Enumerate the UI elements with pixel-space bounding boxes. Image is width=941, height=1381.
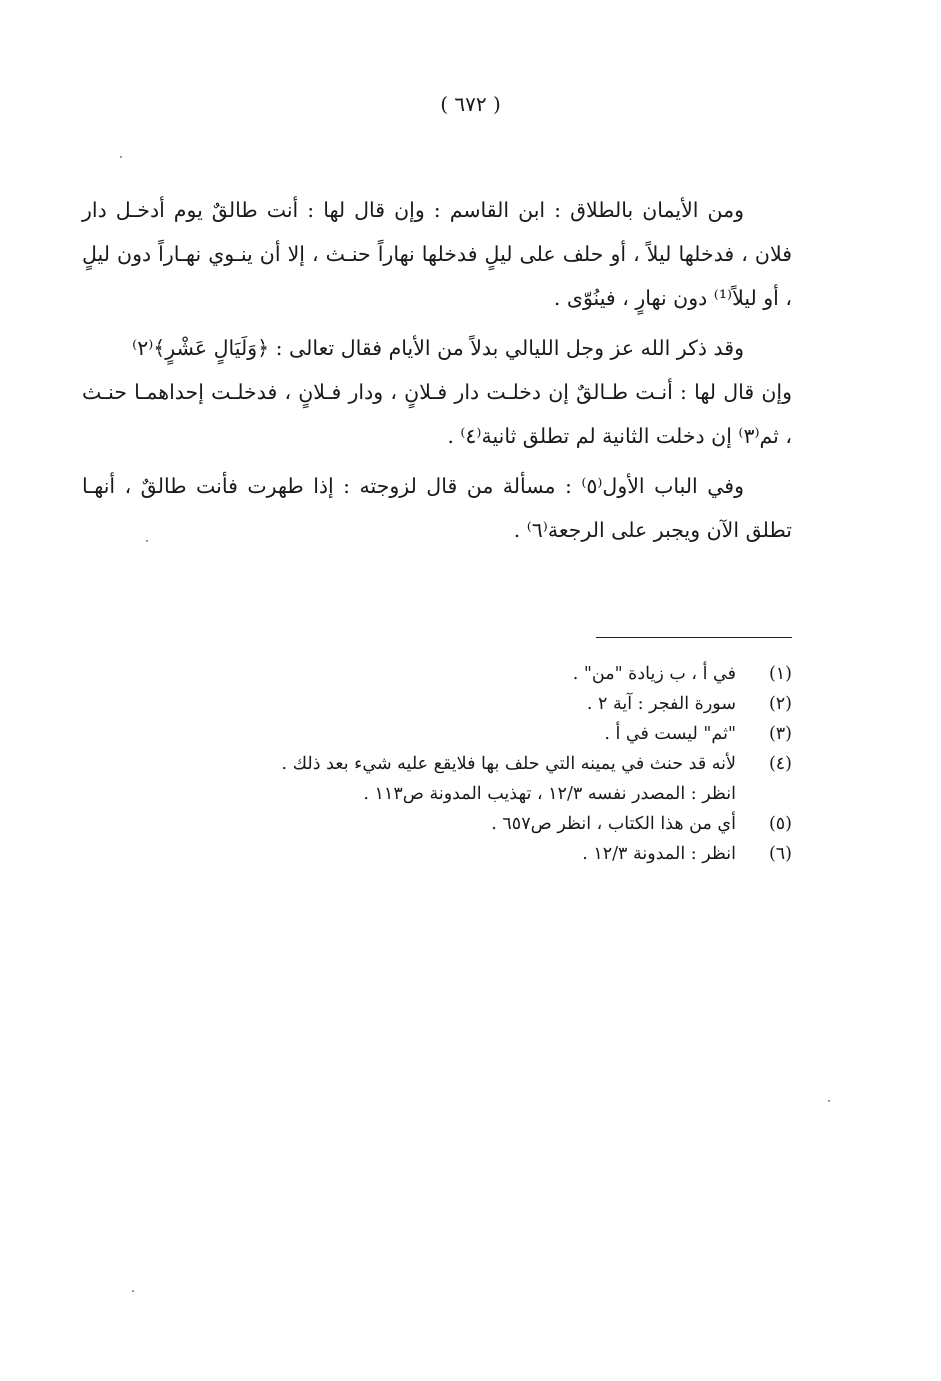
paragraph: وإن قال لها : أنـت طـالقٌ إن دخلـت دار فـلانٍ ، ودار فـلانٍ ، فدخلـت إحداهمـا حنـث ، ثم⁽٣⁾ إن دخلت الثانية لم تطلق ثانية⁽٤⁾ .: [82, 380, 792, 448]
footnote-item: [82, 809, 792, 839]
page-number: ( ٦٧٢ ): [440, 92, 501, 116]
footnote-separator: [596, 637, 792, 638]
footnote-text: انظر : المدونة ١٢/٣ .: [582, 844, 736, 864]
footnote-item: [82, 689, 792, 719]
scan-speck: [120, 156, 122, 158]
footnote-text: "ثم" ليست في أ .: [604, 724, 736, 744]
paragraph: ومن الأيمان بالطلاق : ابن القاسم : وإن قال لها : أنت طالقٌ يوم أدخـل دار فلان ، فدخلها ليلاً ، أو حلف على ليلٍ فدخلها نهاراً حنـث ، إلا أن ينـوي نهـاراً دون ليلٍ ، أو ليلاً⁽¹⁾ دون نهارٍ ، فينُوّى .: [82, 198, 792, 310]
footnotes: [82, 659, 792, 869]
footnote-number: (١): [768, 664, 792, 684]
footnote-number: (٥): [768, 814, 792, 834]
footnote-item: [82, 659, 792, 689]
footnote-number: (٤): [768, 754, 792, 774]
footnote-text: لأنه قد حنث في يمينه التي حلف بها فلايقع عليه شيء بعد ذلك .: [281, 754, 736, 774]
footnote-item: [82, 749, 792, 779]
scan-speck: [132, 1290, 134, 1292]
footnote-item: [82, 839, 792, 869]
footnote-text: في أ ، ب زيادة "من" .: [572, 664, 736, 684]
paragraph: وفي الباب الأول⁽٥⁾ : مسألة من قال لزوجته : إذا طهرت فأنت طالقٌ ، أنهـا تطلق الآن ويجبر على الرجعة⁽٦⁾ .: [82, 474, 792, 542]
footnote-number: (٢): [768, 694, 792, 714]
footnote-number: (٣): [768, 724, 792, 744]
main-text: [82, 188, 792, 552]
paragraph: وقد ذكر الله عز وجل الليالي بدلاً من الأيام فقال تعالى : ﴿وَلَيَالٍ عَشْرٍ﴾⁽٢⁾: [132, 336, 744, 360]
footnote-continuation: انظر : المصدر نفسه ١٢/٣ ، تهذيب المدونة ص١١٣ .: [363, 784, 736, 804]
footnote-number: (٦): [768, 844, 792, 864]
footnote-text: سورة الفجر : آية ٢ .: [586, 694, 736, 714]
footnote-text: أي من هذا الكتاب ، انظر ص٦٥٧ .: [491, 814, 736, 834]
footnote-item: [82, 719, 792, 749]
scan-speck: [146, 540, 148, 542]
scan-speck: [828, 1100, 830, 1102]
